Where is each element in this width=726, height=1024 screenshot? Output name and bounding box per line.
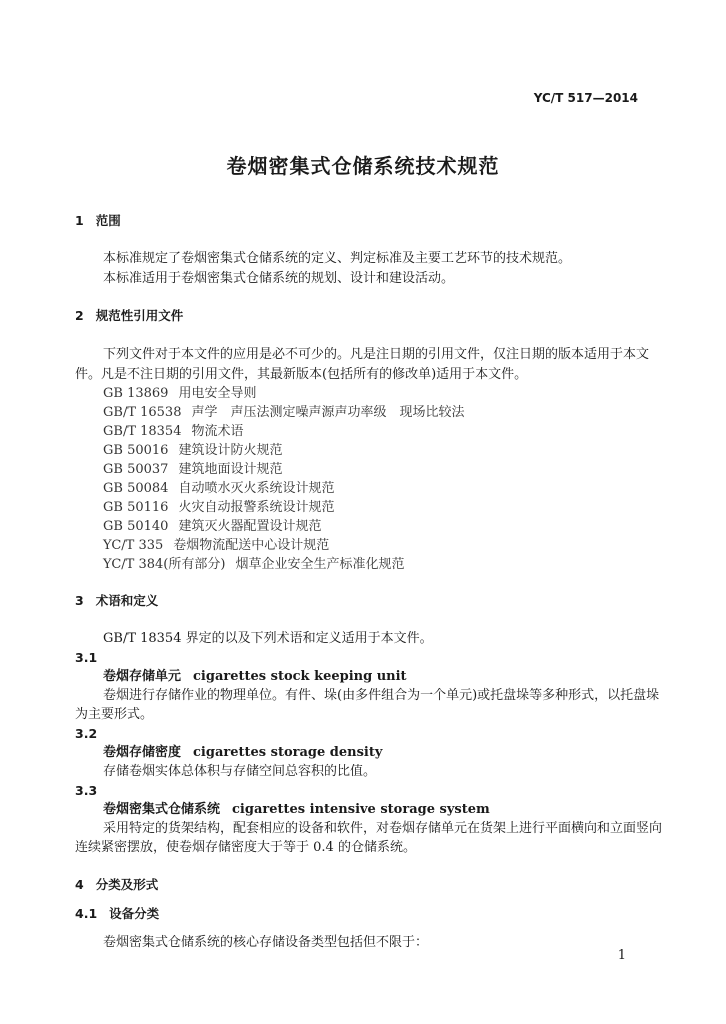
term-chinese: 卷烟存储单元: [103, 669, 182, 684]
reference-code: GB 50140: [103, 519, 169, 534]
reference-code: YC/T 384(所有部分): [103, 557, 226, 572]
term-heading: [103, 668, 407, 686]
paragraph: 本标准适用于卷烟密集式仓储系统的规划、设计和建设活动。: [103, 271, 455, 286]
reference-item: [103, 556, 404, 574]
section-number: 4: [75, 877, 84, 892]
standard-code: YC/T 517—2014: [533, 91, 638, 105]
page-number: 1: [617, 948, 626, 963]
section-2-heading: [75, 307, 183, 325]
reference-code: GB/T 18354: [103, 424, 182, 439]
term-definition: 采用特定的货架结构，配套相应的设备和软件，对卷烟存储单元在货架上进行平面横向和立面竖向: [103, 821, 663, 836]
paragraph: 本标准规定了卷烟密集式仓储系统的定义、判定标准及主要工艺环节的技术规范。: [103, 251, 572, 266]
section-title: 分类及形式: [95, 877, 159, 892]
section-1-heading: [75, 212, 121, 230]
section-number: 3: [75, 593, 84, 608]
section-number: 2: [75, 308, 84, 323]
document-title: 卷烟密集式仓储系统技术规范: [226, 154, 500, 178]
paragraph: GB/T 18354 界定的以及下列术语和定义适用于本文件。: [103, 631, 433, 646]
reference-title: 烟草企业安全生产标准化规范: [235, 557, 405, 572]
term-definition: 为主要形式。: [75, 707, 154, 722]
term-definition: 存储卷烟实体总体积与存储空间总容积的比值。: [103, 764, 377, 779]
subsection-4-1-heading: [75, 905, 159, 923]
reference-title: 建筑灭火器配置设计规范: [178, 519, 322, 534]
term-number: 3.3: [75, 783, 98, 798]
reference-title: 声学 声压法测定噪声源声功率级 现场比较法: [191, 405, 465, 420]
reference-code: GB 50084: [103, 481, 169, 496]
section-4-heading: [75, 876, 158, 894]
term-definition: 卷烟进行存储作业的物理单位。有件、垛(由多件组合为一个单元)或托盘垛等多种形式，以托盘垛: [103, 688, 660, 703]
reference-title: 建筑设计防火规范: [178, 443, 283, 458]
reference-code: GB/T 16538: [103, 405, 182, 420]
reference-title: 建筑地面设计规范: [178, 462, 283, 477]
paragraph: 卷烟密集式仓储系统的核心存储设备类型包括但不限于：: [103, 935, 429, 950]
reference-item: [103, 385, 256, 403]
reference-title: 物流术语: [191, 424, 244, 439]
term-english: cigarettes storage density: [193, 745, 383, 760]
section-title: 规范性引用文件: [95, 308, 184, 323]
paragraph: 件。凡是不注日期的引用文件，其最新版本(包括所有的修改单)适用于本文件。: [75, 367, 528, 382]
reference-title: 卷烟物流配送中心设计规范: [173, 538, 330, 553]
section-3-heading: [75, 592, 158, 610]
term-number: 3.1: [75, 650, 98, 665]
term-heading: [103, 801, 490, 819]
reference-code: GB 13869: [103, 386, 169, 401]
reference-item: [103, 537, 329, 555]
reference-item: [103, 518, 321, 536]
reference-code: GB 50037: [103, 462, 169, 477]
reference-item: [103, 480, 334, 498]
reference-title: 用电安全导则: [178, 386, 257, 401]
reference-title: 自动喷水灭火系统设计规范: [178, 481, 335, 496]
term-heading: [103, 744, 382, 762]
term-chinese: 卷烟存储密度: [103, 745, 182, 760]
reference-item: [103, 461, 282, 479]
section-title: 术语和定义: [95, 593, 159, 608]
reference-item: [103, 442, 282, 460]
reference-code: YC/T 335: [103, 538, 164, 553]
term-definition: 连续紧密摆放，使卷烟存储密度大于等于 0.4 的仓储系统。: [75, 840, 416, 855]
subsection-number: 4.1: [75, 906, 98, 921]
reference-item: [103, 499, 334, 517]
term-number: 3.2: [75, 726, 98, 741]
reference-code: GB 50116: [103, 500, 169, 515]
reference-item: [103, 404, 465, 422]
section-number: 1: [75, 213, 84, 228]
term-english: cigarettes stock keeping unit: [193, 669, 407, 684]
term-chinese: 卷烟密集式仓储系统: [103, 802, 221, 817]
reference-title: 火灾自动报警系统设计规范: [178, 500, 335, 515]
term-english: cigarettes intensive storage system: [232, 802, 490, 817]
paragraph: 下列文件对于本文件的应用是必不可少的。凡是注日期的引用文件，仅注日期的版本适用于本文: [103, 347, 650, 362]
section-title: 范围: [95, 213, 121, 228]
subsection-title: 设备分类: [109, 906, 160, 921]
reference-item: [103, 423, 244, 441]
reference-code: GB 50016: [103, 443, 169, 458]
